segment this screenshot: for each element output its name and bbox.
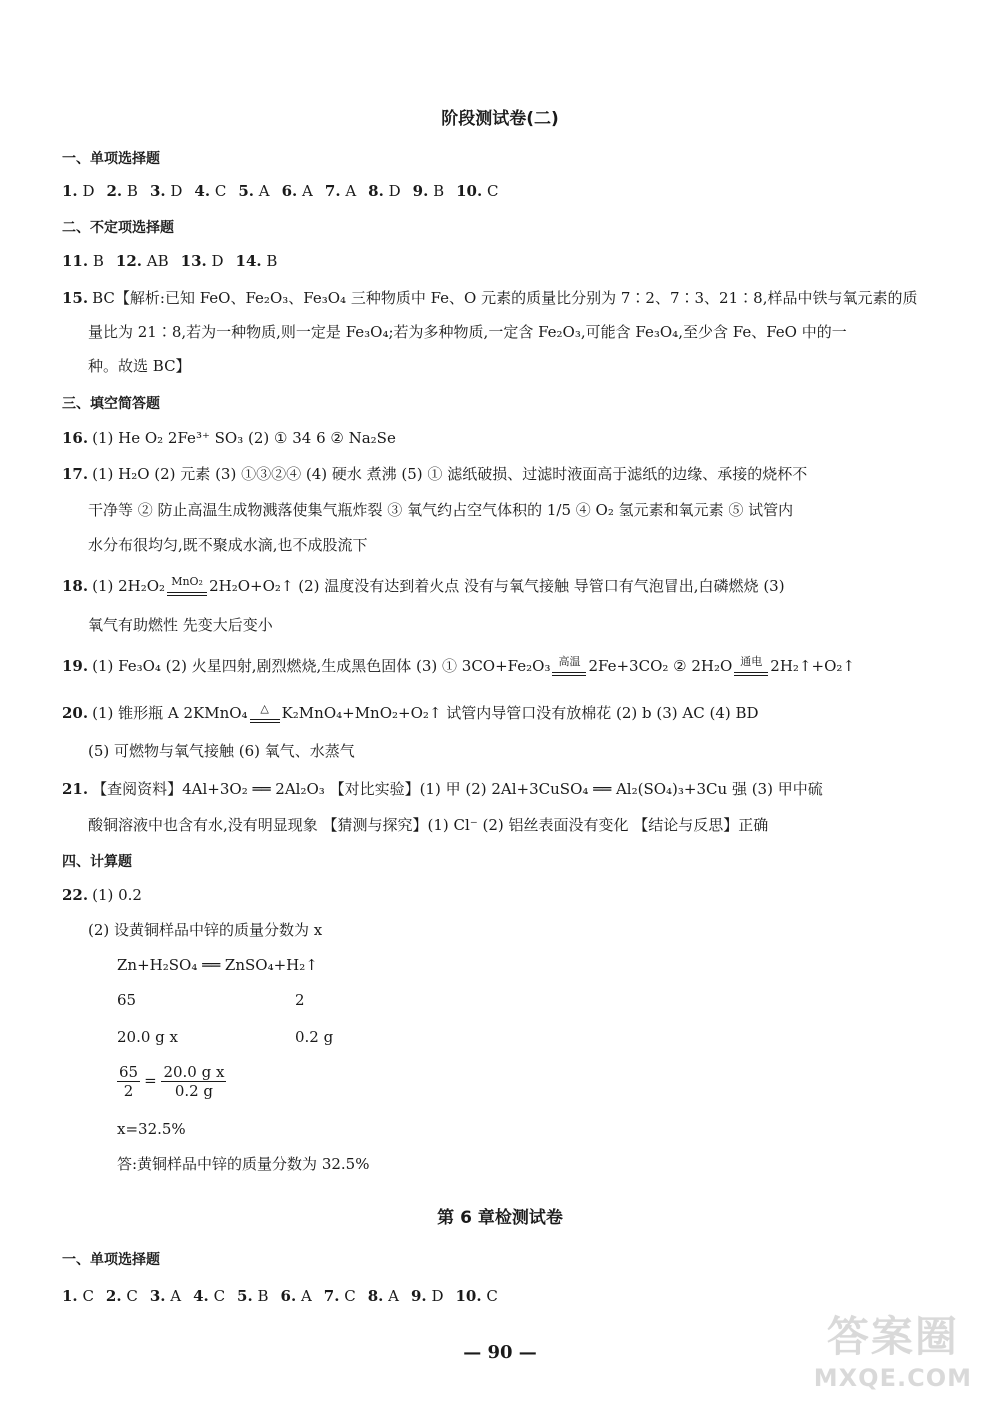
answer-choice: B	[261, 252, 278, 270]
reaction-condition: △	[250, 705, 280, 723]
page-number: — 90 —	[463, 1342, 537, 1363]
answer-row	[62, 1286, 510, 1306]
watermark-logo: 答案圈 MXQE.COM	[813, 1312, 972, 1392]
question-22	[62, 885, 142, 905]
question-number: 18.	[62, 577, 89, 595]
fraction: $\frac{65}{2}$	[119, 1063, 139, 1100]
answer-item	[194, 182, 226, 200]
answer-choice: C	[482, 182, 499, 200]
question-text: 量比为 21∶8,若为一种物质,则一定是 Fe₃O₄;若为多种物质,一定含 Fe₂O₃,可能含 Fe₃O₄,至少含 Fe、FeO 中的一	[88, 323, 847, 341]
fraction: $\frac{\text{20.0 g x}}{0.2 g}$	[163, 1063, 225, 1100]
answer-number: 8.	[368, 182, 384, 200]
question-text: BC【解析:已知 FeO、Fe₂O₃、Fe₃O₄ 三种物质中 Fe、O 元素的质量比分别为 7∶2、7∶3、21∶8,样品中铁与氧元素的质	[92, 289, 918, 307]
question-text: 氧气有助燃性 先变大后变小	[88, 616, 273, 634]
answer-row	[62, 181, 510, 201]
answer-item	[150, 182, 182, 200]
answer-number: 7.	[323, 1287, 340, 1305]
answer-choice: AB	[142, 252, 169, 270]
section-title: 第 6 章检测试卷	[437, 1208, 563, 1228]
answer-choice: A	[254, 182, 270, 200]
question-18	[62, 576, 785, 596]
question-17	[62, 464, 807, 484]
answer-choice: C	[339, 1287, 356, 1305]
answer-item	[116, 252, 169, 270]
answer-item	[181, 252, 224, 270]
part-heading: 一、单项选择题	[62, 151, 160, 167]
answer-choice: A	[340, 182, 357, 200]
question-text: 酸铜溶液中也含有水,没有明显现象 【猜测与探究】(1) Cl⁻ (2) 铝丝表面没有变化 【结论与反思】正确	[88, 816, 769, 834]
reaction-condition: 通电	[734, 658, 768, 676]
answer-number: 10.	[455, 1287, 482, 1305]
mass-value: 0.2 g	[295, 1028, 334, 1046]
answer-item	[62, 1287, 94, 1305]
equation: Zn+H₂SO₄ ══ ZnSO₄+H₂↑	[117, 956, 318, 974]
answer-item	[238, 182, 269, 200]
answer-item	[413, 182, 444, 200]
question-text: (2) 设黄铜样品中锌的质量分数为 x	[88, 921, 323, 939]
question-16	[62, 428, 396, 448]
part-heading: 一、单项选择题	[62, 1252, 160, 1268]
answer-item	[193, 1287, 225, 1305]
answer-choice: B	[428, 182, 445, 200]
answer-number: 5.	[237, 1287, 253, 1305]
answer-item	[236, 252, 278, 270]
answer-number: 10.	[456, 182, 483, 200]
answer-number: 6.	[281, 182, 298, 200]
result: x=32.5%	[117, 1120, 186, 1138]
answer-number: 8.	[367, 1287, 384, 1305]
part-heading: 四、计算题	[62, 854, 132, 870]
question-19	[62, 656, 855, 676]
answer-number: 1.	[62, 1287, 78, 1305]
answer-item	[368, 1287, 399, 1305]
answer-number: 4.	[193, 1287, 209, 1305]
answer-choice: A	[165, 1287, 182, 1305]
answer-number: 7.	[324, 182, 341, 200]
question-text: (1) Fe₃O₄ (2) 火星四射,剧烈燃烧,生成黑色固体 (3) ① 3CO+Fe₂O₃	[92, 657, 551, 675]
question-text: 2H₂O+O₂↑ (2) 温度没有达到着火点 没有与氧气接触 导管口有气泡冒出,白磷燃烧 (3)	[209, 577, 785, 595]
answer-choice: D	[165, 182, 183, 200]
answer-item	[282, 182, 313, 200]
answer-number: 11.	[62, 252, 89, 270]
answer-choice: D	[206, 252, 224, 270]
answer-number: 5.	[238, 182, 254, 200]
mass-ratio: 2	[295, 991, 305, 1009]
answer-item	[237, 1287, 268, 1305]
question-text: 干净等 ② 防止高温生成物溅落使集气瓶炸裂 ③ 氧气约占空气体积的 1/5 ④ O₂ 氢元素和氧元素 ⑤ 试管内	[88, 501, 794, 519]
mass-ratio: 65	[117, 991, 137, 1009]
answer-item	[324, 1287, 356, 1305]
question-text: 【查阅资料】4Al+3O₂ ══ 2Al₂O₃ 【对比实验】(1) 甲 (2) 2Al+3CuSO₄ ══ Al₂(SO₄)₃+3Cu 强 (3) 甲中硫	[92, 780, 823, 798]
answer-choice: A	[296, 1287, 312, 1305]
mass-value: 20.0 g x	[117, 1028, 178, 1046]
answer-statement: 答:黄铜样品中锌的质量分数为 32.5%	[117, 1155, 370, 1173]
answer-choice: D	[77, 182, 95, 200]
answer-item	[411, 1287, 443, 1305]
question-text: (1) He O₂ 2Fe³⁺ SO₃ (2) ① 34 6 ② Na₂Se	[92, 429, 396, 447]
answer-choice: B	[88, 252, 104, 270]
question-text: K₂MnO₄+MnO₂+O₂↑ 试管内导管口没有放棉花 (2) b (3) AC (4) BD	[281, 704, 759, 722]
question-text: (5) 可燃物与氧气接触 (6) 氧气、水蒸气	[88, 742, 355, 760]
answer-item	[150, 1287, 181, 1305]
answer-choice: D	[383, 182, 401, 200]
question-15	[62, 288, 917, 308]
question-number: 17.	[62, 465, 89, 483]
answer-number: 13.	[180, 252, 207, 270]
question-text: 2H₂↑+O₂↑	[770, 657, 855, 675]
answer-number: 4.	[194, 182, 211, 200]
proportion: $\frac{65}{2}$ = $\frac{\text{20.0 g x}}{0.2 g}$	[119, 1063, 225, 1100]
question-text: (1) 2H₂O₂	[92, 577, 166, 595]
answer-number: 3.	[149, 182, 166, 200]
answer-choice: D	[426, 1287, 444, 1305]
question-text: 2Fe+3CO₂ ② 2H₂O	[588, 657, 733, 675]
answer-choice: C	[481, 1287, 498, 1305]
answer-number: 14.	[235, 252, 262, 270]
answer-choice: A	[383, 1287, 399, 1305]
answer-choice: B	[122, 182, 138, 200]
question-number: 15.	[62, 289, 89, 307]
answer-number: 2.	[105, 1287, 122, 1305]
answer-item	[281, 1287, 312, 1305]
answer-number: 9.	[412, 182, 429, 200]
answer-number: 12.	[115, 252, 143, 270]
question-20	[62, 703, 759, 723]
section-title: 阶段测试卷(二)	[441, 109, 559, 129]
answer-number: 9.	[411, 1287, 427, 1305]
question-number: 21.	[62, 780, 89, 798]
reaction-condition: MnO₂	[167, 578, 207, 596]
answer-choice: C	[121, 1287, 138, 1305]
answer-item	[106, 1287, 138, 1305]
answer-item	[455, 1287, 497, 1305]
answer-item	[62, 252, 104, 270]
answer-item	[62, 182, 94, 200]
question-text: (1) 0.2	[92, 886, 142, 904]
answer-choice: B	[252, 1287, 269, 1305]
answer-item	[325, 182, 356, 200]
question-text: 种。故选 BC】	[88, 357, 191, 375]
question-text: (1) 锥形瓶 A 2KMnO₄	[92, 704, 248, 722]
answer-row	[62, 251, 289, 271]
question-21	[62, 779, 823, 799]
question-text: (1) H₂O (2) 元素 (3) ①③②④ (4) 硬水 煮沸 (5) ① 滤纸破损、过滤时液面高于滤纸的边缘、承接的烧杯不	[92, 465, 808, 483]
reaction-condition: 高温	[552, 658, 586, 676]
answer-item	[456, 182, 498, 200]
question-number: 16.	[62, 429, 89, 447]
answer-number: 1.	[62, 182, 78, 200]
answer-number: 2.	[106, 182, 123, 200]
answer-item	[106, 182, 137, 200]
question-number: 19.	[62, 657, 89, 675]
question-text: 水分布很均匀,既不聚成水滴,也不成股流下	[88, 536, 368, 554]
answer-choice: C	[210, 182, 227, 200]
answer-choice: C	[208, 1287, 226, 1305]
question-number: 22.	[62, 886, 89, 904]
part-heading: 三、填空简答题	[62, 396, 160, 412]
answer-choice: A	[297, 182, 313, 200]
part-heading: 二、不定项选择题	[62, 220, 174, 236]
answer-choice: C	[77, 1287, 94, 1305]
question-number: 20.	[62, 704, 89, 722]
answer-number: 3.	[149, 1287, 166, 1305]
answer-number: 6.	[280, 1287, 297, 1305]
answer-item	[368, 182, 400, 200]
